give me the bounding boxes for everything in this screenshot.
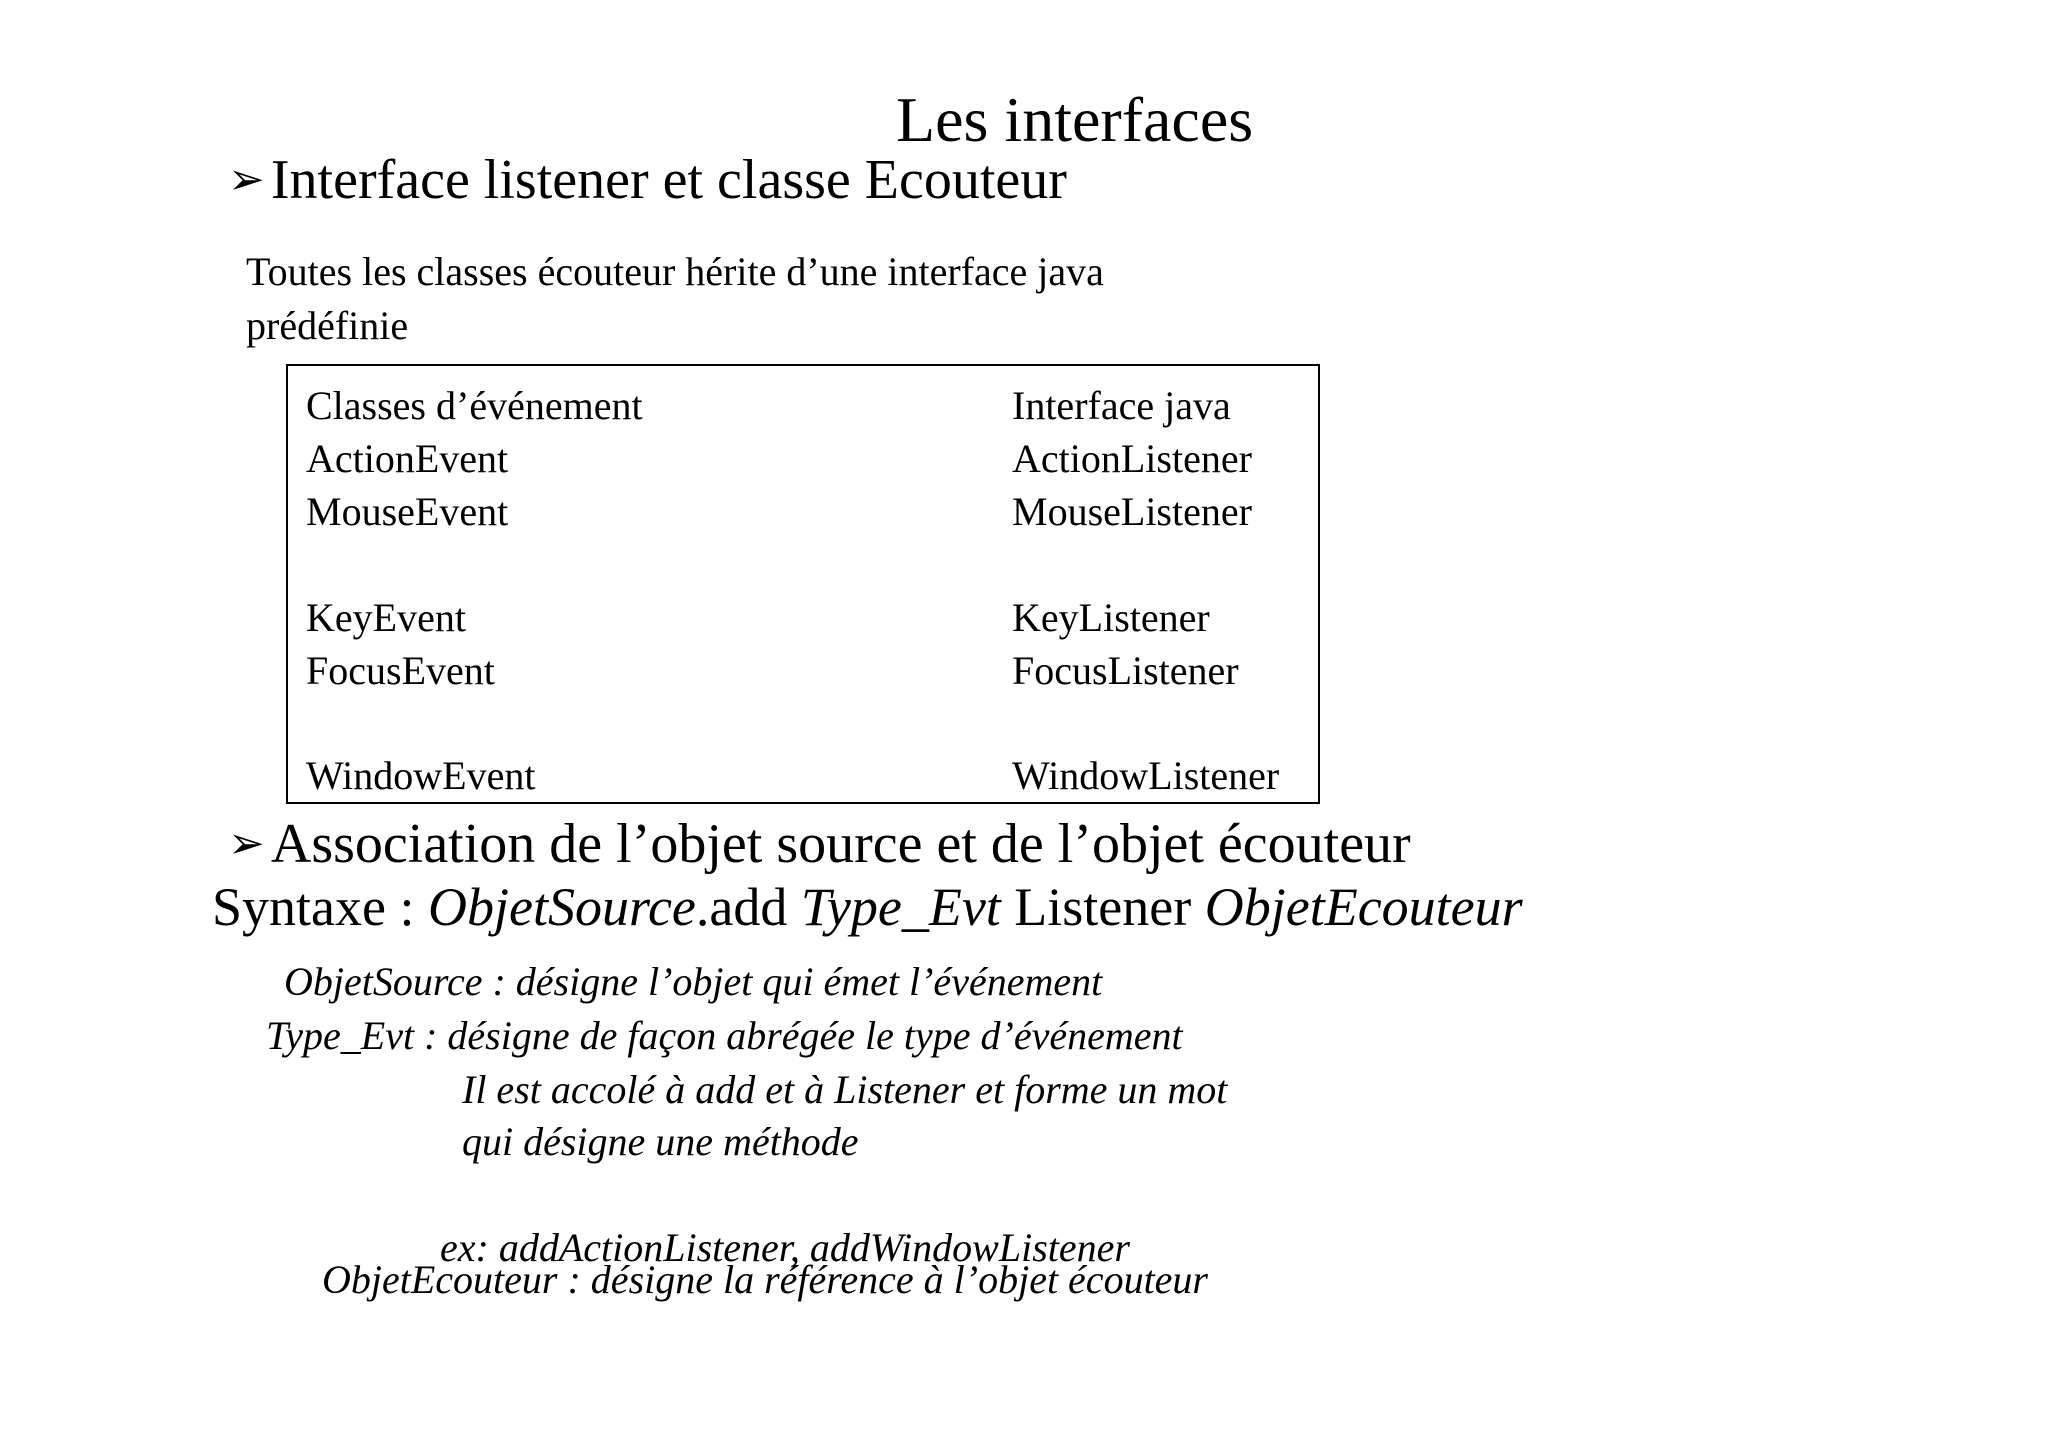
table-cell-event: WindowEvent: [306, 753, 536, 798]
syntax-listener: Listener: [1000, 877, 1205, 937]
syntax-type-evt: Type_Evt: [800, 877, 1001, 937]
intro-text-line2: prédéfinie: [246, 303, 409, 348]
table-header-java-interface: Interface java: [1012, 383, 1231, 428]
arrow-bullet-icon: ➢: [228, 155, 265, 204]
section-heading-text: Interface listener et classe Ecouteur: [270, 149, 1067, 211]
intro-text-line1: Toutes les classes écouteur hérite d’une interface java: [246, 249, 1104, 294]
syntax-add: .add: [695, 877, 801, 937]
table-header-event-class: Classes d’événement: [306, 383, 643, 428]
note-type-evt: Type_Evt : désigne de façon abrégée le type d’événement: [266, 1013, 1183, 1058]
table-cell-event: FocusEvent: [306, 648, 495, 693]
syntax-object-ecouteur: ObjetEcouteur: [1204, 877, 1523, 937]
section-heading-association: [228, 813, 1411, 875]
table-cell-interface: MouseListener: [1012, 489, 1252, 534]
syntax-label: Syntaxe :: [212, 877, 428, 937]
note-example: ex: addActionListener, addWindowListener: [440, 1225, 1130, 1270]
note-object-source: ObjetSource : désigne l’objet qui émet l’événement: [284, 959, 1103, 1004]
event-interface-table: [286, 364, 1320, 804]
syntax-object-source: ObjetSource: [427, 877, 696, 937]
table-cell-event: ActionEvent: [306, 436, 509, 481]
table-cell-interface: FocusListener: [1012, 648, 1239, 693]
note-type-evt-cont1: Il est accolé à add et à Listener et forme un mot: [462, 1067, 1228, 1112]
arrow-bullet-icon: ➢: [228, 819, 265, 868]
table-cell-interface: KeyListener: [1012, 595, 1210, 640]
table-cell-event: KeyEvent: [306, 595, 466, 640]
table-cell-interface: WindowListener: [1012, 753, 1280, 798]
syntax-line: [212, 877, 1523, 937]
table-cell-interface: ActionListener: [1012, 436, 1252, 481]
note-object-ecouteur: ObjetEcouteur : désigne la référence à l’objet écouteur: [322, 1257, 1208, 1302]
section-heading-text: Association de l’objet source et de l’objet écouteur: [270, 813, 1411, 875]
slide-title: Les interfaces: [896, 84, 1254, 155]
table-cell-event: MouseEvent: [306, 489, 509, 534]
section-heading-interface-listener: [228, 149, 1067, 211]
note-type-evt-cont2: qui désigne une méthode: [462, 1119, 859, 1164]
